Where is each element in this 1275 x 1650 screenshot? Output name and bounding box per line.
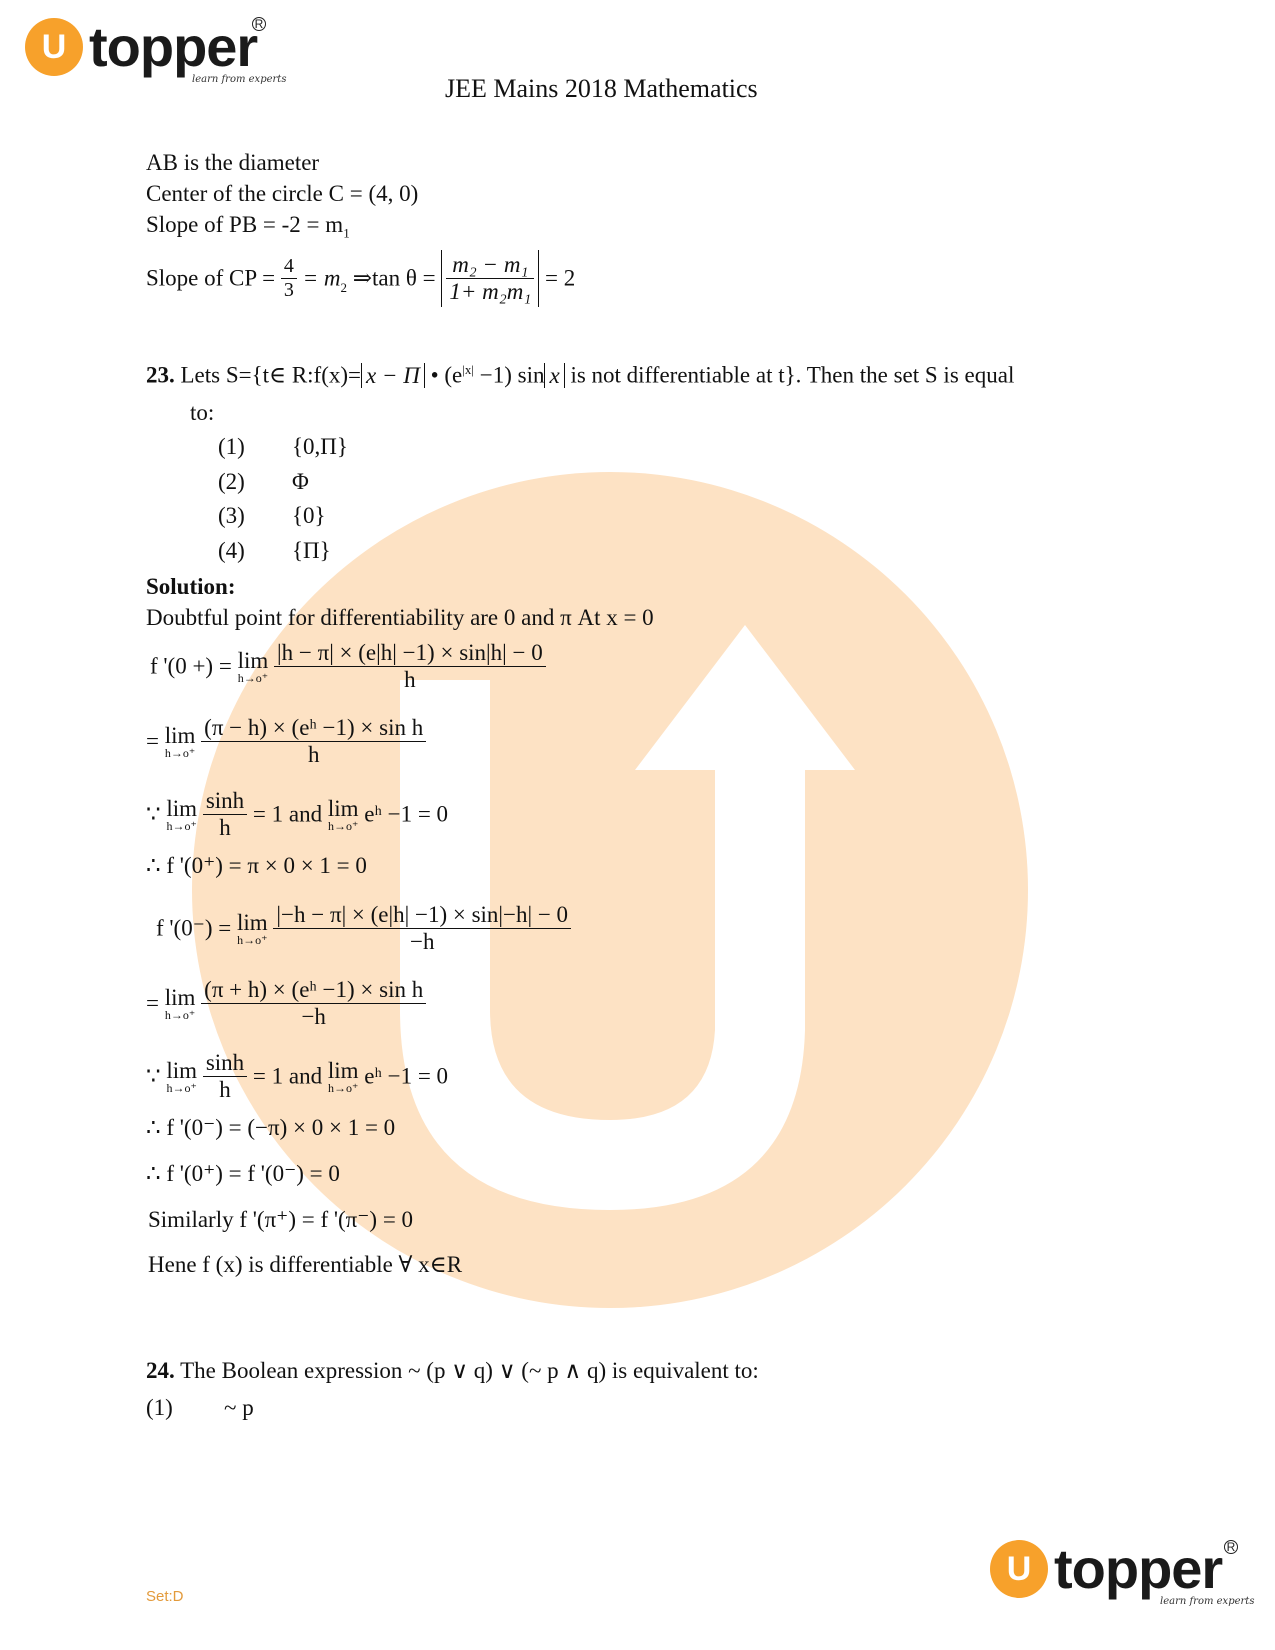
step-1-limit <box>238 649 269 684</box>
step-4-limit <box>237 911 268 946</box>
q23-stem-d: is not differentiable at t}. Then the set S is equal <box>564 362 1015 388</box>
slope-cp-num: 4 <box>281 255 297 279</box>
q23-option-1-label: (1) <box>218 434 245 459</box>
solution-therefore-2: ∴ f '(0⁻) = (−π) × 0 × 1 = 0 <box>146 1115 396 1140</box>
step-6-limit-a <box>166 1059 197 1094</box>
tan-fraction <box>446 252 534 305</box>
slope-cp-mid: = m <box>302 265 341 291</box>
solution-step-6 <box>146 1050 448 1103</box>
q23-option-4-label: (4) <box>218 538 245 563</box>
logo-tagline: learn from experts <box>192 74 287 85</box>
q23-stem-c: −1) sin <box>473 362 545 388</box>
step-1-num: |h − π| × (e|h| −1) × sin|h| − 0 <box>274 640 546 667</box>
step-5-limit <box>165 986 196 1021</box>
q23-stem-continued: to: <box>190 400 215 425</box>
step-2-num: (π − h) × (eʰ −1) × sin h <box>201 715 426 742</box>
solution-step-4 <box>156 902 571 955</box>
solution-similarly: Similarly f '(π⁺) = f '(π⁻) = 0 <box>148 1207 414 1232</box>
solution-heading: Solution: <box>146 574 236 599</box>
step-2-lim-word: lim <box>164 723 196 748</box>
step-3-limit-b <box>328 797 359 832</box>
logo-wordmark: topper <box>89 15 258 78</box>
footer-set-label: Set:D <box>146 1588 184 1605</box>
q23-option-2 <box>218 469 309 495</box>
q23-stem-b: • (e <box>424 362 463 388</box>
intro-line-3-text: Slope of PB = -2 = m <box>146 212 344 237</box>
step-1-lim-word: lim <box>237 648 269 673</box>
slope-cp-arrow: ⇒tan θ = <box>352 265 436 291</box>
tan-fraction-num: m₂ − m₁ <box>446 252 534 279</box>
step-5-num: (π + h) × (eʰ −1) × sin h <box>201 977 426 1004</box>
q23-option-2-text: Φ <box>292 469 309 494</box>
q24-option-1-text: ~ p <box>224 1395 254 1420</box>
q23-option-3-label: (3) <box>218 503 245 528</box>
step-1-den: h <box>404 667 416 692</box>
footer-logo <box>990 1537 1223 1600</box>
step-5-eq: = <box>146 990 159 1016</box>
header-logo <box>25 15 258 78</box>
slope-cp-label: Slope of CP = <box>146 265 281 291</box>
step-4-num: |−h − π| × (e|h| −1) × sin|−h| − 0 <box>273 902 571 929</box>
step-3-lim-word-a: lim <box>166 796 198 821</box>
footer-logo-mark-icon: U <box>990 1540 1048 1598</box>
step-3-and: = 1 and <box>252 801 323 827</box>
step-4-lim-sub: h→o⁺ <box>237 933 268 947</box>
step-3-num: sinh <box>203 788 247 815</box>
step-6-because: ∵ <box>146 1063 161 1089</box>
solution-step-1 <box>150 640 546 693</box>
registered-mark-icon: R <box>252 17 266 31</box>
intro-line-2: Center of the circle C = (4, 0) <box>146 181 419 206</box>
q24-option-1-label: (1) <box>146 1395 173 1420</box>
step-6-lim-sub-a: h→o⁺ <box>166 1081 197 1095</box>
solution-step-2 <box>146 715 426 768</box>
footer-logo-wordmark: topper <box>1054 1537 1223 1600</box>
step-6-fraction <box>203 1050 247 1103</box>
step-6-lim-word-b: lim <box>327 1058 359 1083</box>
intro-line-3-sub: 1 <box>343 225 350 241</box>
step-5-fraction <box>201 977 426 1030</box>
step-6-end: eʰ −1 = 0 <box>364 1063 449 1089</box>
intro-line-3 <box>146 212 350 242</box>
slope-cp-den: 3 <box>283 279 294 301</box>
step-3-den: h <box>219 815 231 840</box>
q23-option-4 <box>218 538 331 564</box>
intro-line-1: AB is the diameter <box>146 150 320 175</box>
q24-option-1 <box>146 1395 254 1421</box>
step-1-lim-sub: h→o⁺ <box>237 671 269 685</box>
slope-cp-fraction <box>281 255 297 302</box>
q23-abs-2: x <box>544 363 564 388</box>
solution-step-5 <box>146 977 426 1030</box>
step-6-den: h <box>219 1077 231 1102</box>
q23-option-1-text: {0,Π} <box>292 434 348 459</box>
slope-cp-end: = 2 <box>545 265 576 291</box>
solution-hence: Hene f (x) is differentiable ∀ x∈R <box>148 1252 463 1277</box>
solution-therefore-3: ∴ f '(0⁺) = f '(0⁻) = 0 <box>146 1161 340 1186</box>
q23-option-2-label: (2) <box>218 469 245 494</box>
q24-number: 24. <box>146 1358 175 1383</box>
step-2-den: h <box>307 742 320 767</box>
step-3-end: eʰ −1 = 0 <box>364 801 449 827</box>
footer-registered-mark-icon: R <box>1224 1540 1238 1554</box>
step-5-lim-word: lim <box>164 985 196 1010</box>
step-2-lim-sub: h→o⁺ <box>164 746 196 760</box>
step-4-lim-word: lim <box>236 910 268 935</box>
step-6-lim-word-a: lim <box>166 1058 198 1083</box>
slope-cp-mid-sub: 2 <box>340 279 347 295</box>
q23-option-3-text: {0} <box>292 503 326 528</box>
step-4-lhs: f '(0⁻) = <box>156 915 232 941</box>
step-2-eq: = <box>146 728 159 754</box>
step-6-and: = 1 and <box>252 1063 323 1089</box>
q23-option-3 <box>218 503 326 529</box>
q23-abs-1: x − Π <box>361 363 425 388</box>
q23-stem-sup: |x| <box>462 362 474 377</box>
logo-mark-icon: U <box>25 18 83 76</box>
solution-doubtful: Doubtful point for differentiability are 0 and π At x = 0 <box>146 605 654 630</box>
step-2-fraction <box>201 715 426 768</box>
step-6-lim-sub-b: h→o⁺ <box>328 1081 359 1095</box>
q23-option-4-text: {Π} <box>292 538 331 563</box>
footer-logo-tagline: learn from experts <box>1160 1596 1255 1607</box>
tan-fraction-den: 1+ m₂m₁ <box>449 279 532 304</box>
step-5-den: −h <box>301 1004 326 1029</box>
solution-therefore-1: ∴ f '(0⁺) = π × 0 × 1 = 0 <box>146 853 367 878</box>
q24-stem <box>146 1358 759 1384</box>
step-3-lim-word-b: lim <box>327 796 359 821</box>
step-4-den: −h <box>409 929 435 954</box>
step-5-lim-sub: h→o⁺ <box>164 1008 196 1022</box>
slope-cp-line <box>146 250 575 307</box>
step-1-fraction <box>274 640 546 693</box>
step-3-lim-sub-b: h→o⁺ <box>328 819 359 833</box>
q24-stem-text: The Boolean expression ~ (p ∨ q) ∨ (~ p ∧ q) is equivalent to: <box>180 1358 759 1383</box>
q23-option-1 <box>218 434 348 460</box>
step-2-limit <box>165 724 196 759</box>
step-4-fraction <box>273 902 571 955</box>
step-3-fraction <box>203 788 247 841</box>
q23-stem <box>146 362 1014 389</box>
tan-abs-value <box>441 250 539 307</box>
step-3-because: ∵ <box>146 801 161 827</box>
solution-step-3 <box>146 788 448 841</box>
step-6-limit-b <box>328 1059 359 1094</box>
step-3-limit-a <box>166 797 197 832</box>
step-3-lim-sub-a: h→o⁺ <box>166 819 197 833</box>
q23-stem-a: Lets S={t∈ R:f(x)= <box>180 362 361 388</box>
step-6-num: sinh <box>203 1050 247 1077</box>
step-1-lhs: f '(0 +) = <box>150 653 232 679</box>
q23-number: 23. <box>146 362 175 388</box>
page-title: JEE Mains 2018 Mathematics <box>445 74 758 103</box>
